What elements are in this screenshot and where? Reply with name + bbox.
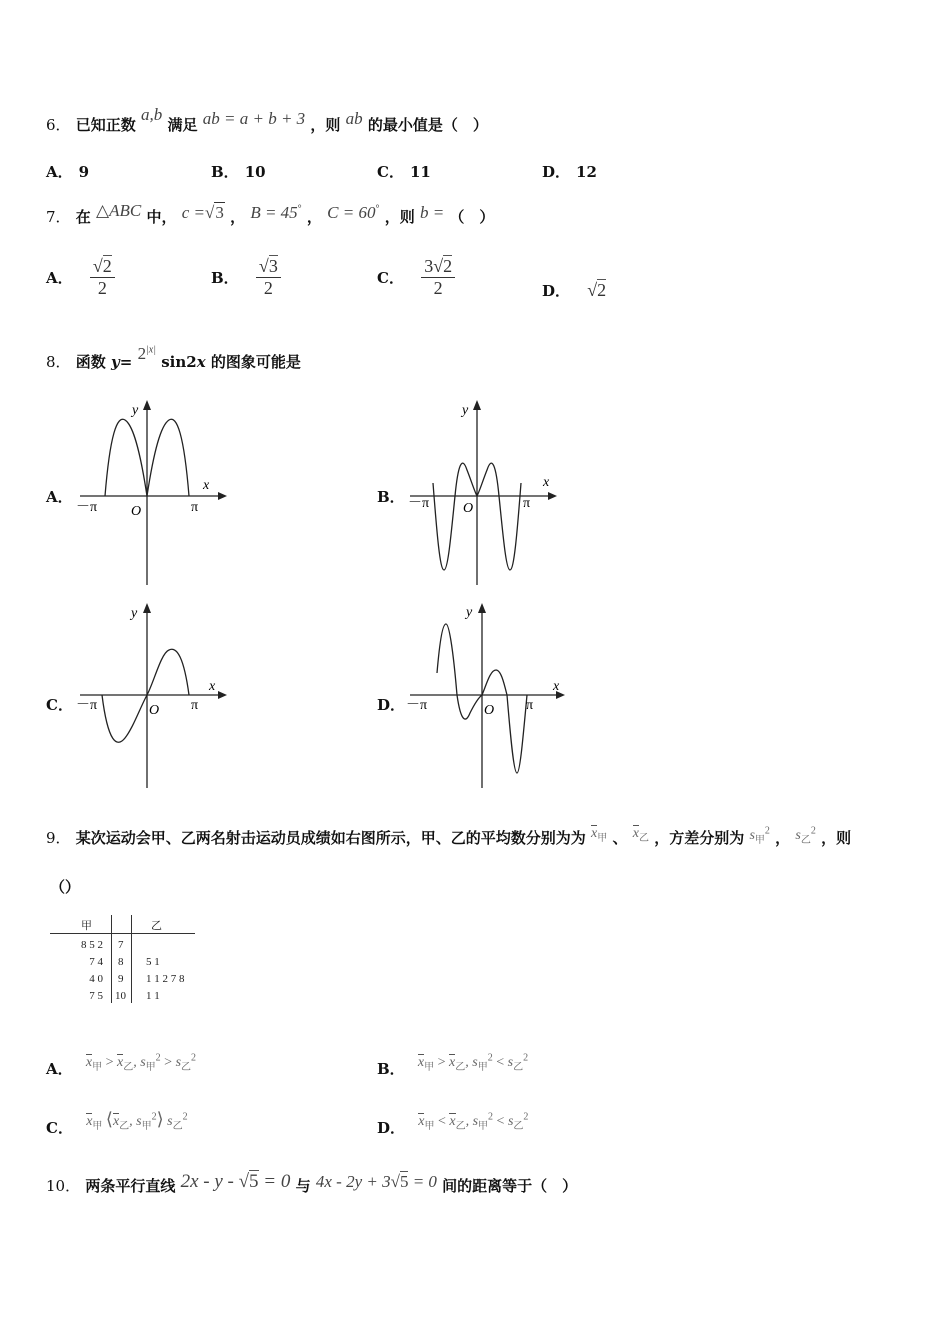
neg-pi-label: －π xyxy=(406,698,428,713)
x-label: x xyxy=(543,475,550,490)
q9-mean-yi: $x_乙$ xyxy=(632,826,649,844)
q9-paren: （） xyxy=(50,878,81,896)
q6-option-a[interactable]: A． 9 xyxy=(46,163,90,181)
y-label: y xyxy=(462,403,469,418)
pi-label: π xyxy=(526,698,534,713)
question-9-stem: 9． 某次运动会甲、乙两名射击运动员成绩如右图所示，甲、乙的平均数分别为为 $x_甲$ 、 $x_乙$ ，方差分别为 $s_甲^2$ ， $s_乙^2$ ，则 xyxy=(46,825,852,847)
q7-math-b: b = xyxy=(419,203,445,222)
q7-math-angle-b: B = 45° xyxy=(250,203,302,222)
stem-leaf-plot: 甲 乙 8 5 2 7 7 4 8 5 1 4 0 9 1 1 2 7 8 7 5 10 1 1 xyxy=(48,913,198,1008)
q6-math-ab: ab xyxy=(345,109,363,128)
q6-option-b[interactable]: B． 10 xyxy=(211,163,266,181)
q7-math-angle-c: C = 60° xyxy=(327,203,380,222)
q8-option-d-label[interactable]: D． xyxy=(377,696,406,714)
neg-pi-label: －π xyxy=(76,500,98,515)
q9-option-a[interactable]: A． $x_甲 > x_乙$, $s_甲^2 > s_乙^2$ xyxy=(46,1052,197,1078)
q8-option-a-label[interactable]: A． xyxy=(46,488,73,506)
q8-graph-d[interactable] xyxy=(400,598,570,793)
question-7-number: 7． xyxy=(46,208,71,226)
question-7-stem: 7． 在 △ABC 中， c =√3 ， B = 45° ， C = 60° ，则 b = （ ） xyxy=(46,201,495,226)
y-label: y xyxy=(131,606,138,621)
q8-graph-b[interactable] xyxy=(400,395,565,590)
q9-mean-jia: $x_甲$ xyxy=(591,826,608,844)
curve xyxy=(102,649,189,742)
stem-header-rule xyxy=(50,933,195,934)
q10-line-2: 4x - 2y + 3√5 = 0 xyxy=(315,1172,437,1191)
q8-graph-c[interactable] xyxy=(70,598,230,793)
q9-option-c[interactable]: C． $x_甲$ $⟨x_乙$, $s_甲^2⟩$ $s_乙^2$ xyxy=(46,1109,188,1137)
q7-option-d[interactable]: D． √2 xyxy=(542,280,607,300)
q9-var-yi: $s_乙^2$ xyxy=(795,825,816,846)
question-9-number: 9． xyxy=(46,829,71,847)
q9-option-b[interactable]: B． $x_甲 > x_乙$, $s_甲^2 < s_乙^2$ xyxy=(377,1052,529,1078)
q10-line-1: 2x - y - √5 = 0 xyxy=(180,1171,291,1192)
q6-option-d[interactable]: D． 12 xyxy=(542,163,597,181)
y-label: y xyxy=(132,403,139,418)
origin-label: O xyxy=(149,703,160,718)
y-arrow-icon xyxy=(473,400,481,410)
neg-pi-label: －π xyxy=(76,698,98,713)
x-arrow-icon xyxy=(218,492,227,500)
stem-head-left: 甲 xyxy=(81,920,92,932)
q8-math-power: $2^{|x|}$ xyxy=(137,344,156,363)
origin-label: O xyxy=(463,501,474,516)
x-arrow-icon xyxy=(548,492,557,500)
q9-var-jia: $s_甲^2$ xyxy=(749,825,770,846)
q7-math-triangle: △ABC xyxy=(96,201,142,220)
stem-left-rule xyxy=(111,915,112,1003)
origin-label: O xyxy=(484,703,495,718)
x-label: x xyxy=(553,679,560,694)
q7-math-c: c =√3 xyxy=(181,203,224,222)
pi-label: π xyxy=(523,496,531,511)
x-arrow-icon xyxy=(218,691,227,699)
neg-pi-label: －π xyxy=(408,496,430,511)
question-6-stem: 6． 已知正数 a,b 满足 ab = a + b + 3 ，则 ab 的最小值是（ ） xyxy=(46,105,488,134)
y-arrow-icon xyxy=(143,400,151,410)
q6-option-c[interactable]: C． 11 xyxy=(377,163,431,181)
pi-label: π xyxy=(191,500,199,515)
origin-label: O xyxy=(131,504,142,519)
q6-math-equation: ab = a + b + 3 xyxy=(202,109,306,128)
question-8-number: 8． xyxy=(46,353,71,371)
q8-option-b-label[interactable]: B． xyxy=(377,488,405,506)
x-label: x xyxy=(209,679,216,694)
stem-head-right: 乙 xyxy=(151,920,162,932)
q7-option-b[interactable]: B． $\frac{√3}{2}$ xyxy=(211,256,281,299)
q9-option-d[interactable]: D． $x_甲 < x_乙$, $s_甲^2 < s_乙^2$ xyxy=(377,1111,529,1137)
stem-right-rule xyxy=(131,915,132,1003)
q8-option-c-label[interactable]: C． xyxy=(46,696,73,714)
question-6-number: 6． xyxy=(46,116,71,134)
question-8-stem: 8． 函数 $y= 2^{|x|}$ sin2x 的图象可能是 xyxy=(46,344,301,371)
q6-math-ab-vars: a,b xyxy=(141,105,163,124)
x-label: x xyxy=(203,478,210,493)
y-arrow-icon xyxy=(143,603,151,613)
y-arrow-icon xyxy=(478,603,486,613)
q7-option-a[interactable]: A． $\frac{√2}{2}$ xyxy=(46,256,115,299)
pi-label: π xyxy=(191,698,199,713)
q7-option-c[interactable]: C． $\frac{3√2}{2}$ xyxy=(377,256,455,299)
q8-graph-a[interactable] xyxy=(70,395,230,590)
question-10-stem: 10． 两条平行直线 2x - y - √5 = 0 与 4x - 2y + 3√5 = 0 间的距离等于（ ） xyxy=(46,1171,578,1195)
y-label: y xyxy=(466,605,473,620)
question-10-number: 10． xyxy=(46,1177,81,1195)
